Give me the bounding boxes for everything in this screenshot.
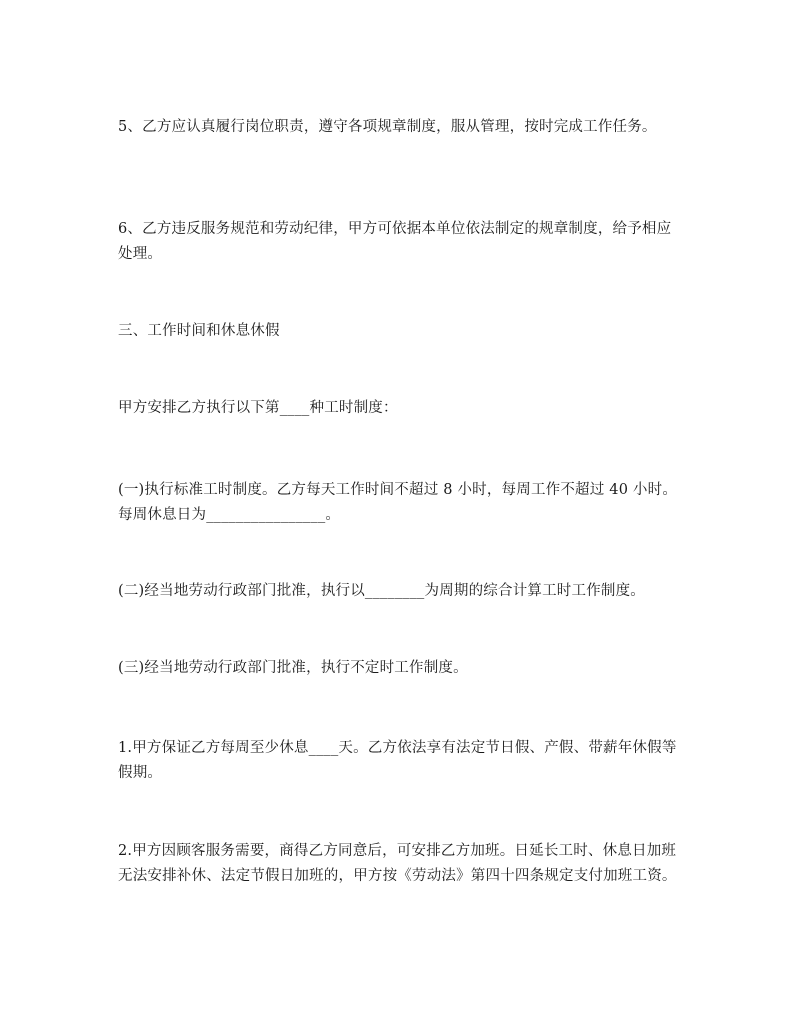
section-heading-work-hours: 三、工作时间和休息休假 (118, 323, 280, 339)
paragraph-work-system: 甲方安排乙方执行以下第____种工时制度： (118, 400, 398, 416)
paragraph-duty: 5、乙方应认真履行岗位职责，遵守各项规章制度，服从管理，按时完成工作任务。 (118, 119, 657, 135)
paragraph-flexible-hours: (三)经当地劳动行政部门批准，执行不定时工作制度。 (118, 660, 468, 676)
paragraph-standard-hours: (一)执行标准工时制度。乙方每天工作时间不超过 8 小时，每周工作不超过 40 小时。每周休息日为________________。 (118, 482, 678, 523)
paragraph-discipline: 6、乙方违反服务规范和劳动纪律，甲方可依据本单位依法制定的规章制度，给予相应处理。 (118, 221, 672, 262)
paragraph-overtime: 2.甲方因顾客服务需要，商得乙方同意后，可安排乙方加班。日延长工时、休息日加班无法安排补休、法定节假日加班的，甲方按《劳动法》第四十四条规定支付加班工资。 (118, 843, 677, 884)
paragraph-comprehensive-hours: (二)经当地劳动行政部门批准，执行以________为周期的综合计算工时工作制度。 (118, 583, 646, 599)
paragraph-rest-days: 1.甲方保证乙方每周至少休息____天。乙方依法享有法定节日假、产假、带薪年休假等假期。 (118, 740, 677, 781)
